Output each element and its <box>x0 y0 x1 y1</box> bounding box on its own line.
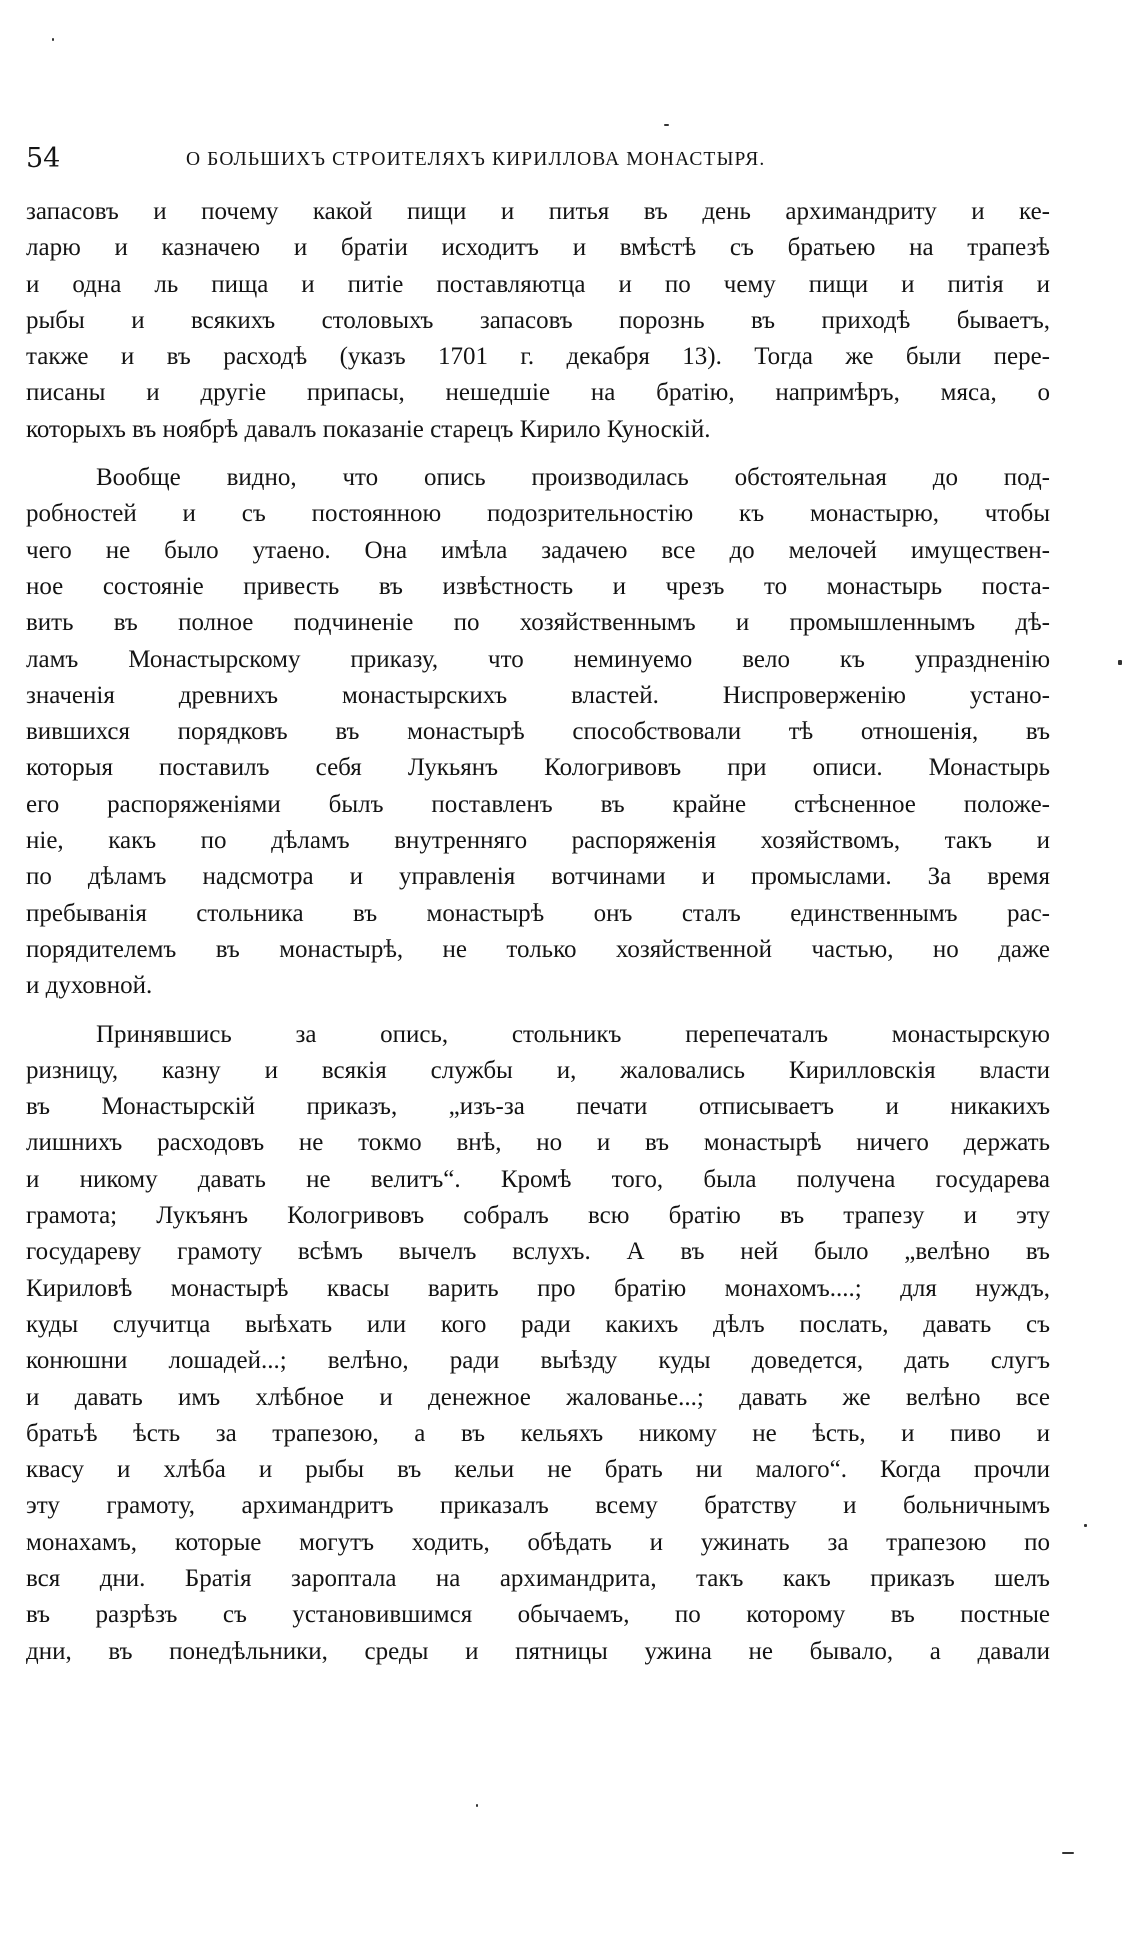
scan-speck <box>1118 660 1122 665</box>
text-line: и духовной. <box>26 972 153 1000</box>
text-line: рыбы и всякихъ столовыхъ запасовъ порознь въ приходѣ бываетъ, <box>26 306 1050 334</box>
text-line: которыхъ въ ноябрѣ давалъ показаніе старецъ Кирило Куноскій. <box>26 415 711 443</box>
text-line: квасу и хлѣба и рыбы въ кельи не брать ни малого“. Когда прочли <box>26 1456 1050 1484</box>
text-line: въ разрѣзъ съ установившимся обычаемъ, по которому въ постные <box>26 1601 1050 1629</box>
text-line: ніе, какъ по дѣламъ внутренняго распоряженія хозяйствомъ, такъ и <box>26 827 1050 855</box>
text-line: чего не было утаено. Она имѣла задачею все до мелочей имуществен- <box>26 536 1050 564</box>
text-line: запасовъ и почему какой пищи и питья въ день архимандриту и ке- <box>26 198 1050 225</box>
text-line: ное состояніе привесть въ извѣстность и чрезъ то монастырь поста- <box>26 572 1050 600</box>
text-line: и давать имъ хлѣбное и денежное жалованье...; давать же велѣно все <box>26 1383 1050 1411</box>
text-line: вить въ полное подчиненіе по хозяйственнымъ и промышленнымъ дѣ- <box>26 609 1050 637</box>
text-line: ламъ Монастырскому приказу, что неминуемо вело къ упраздненію <box>26 645 1050 673</box>
scan-speck <box>1084 1524 1087 1527</box>
text-line: грамота; Лукъянъ Кологривовъ собралъ всю братію въ трапезу и эту <box>26 1202 1050 1230</box>
text-line: конюшни лошадей...; велѣно, ради выѣзду куды доведется, дать слугъ <box>26 1347 1050 1375</box>
page-number: 54 <box>26 143 61 174</box>
text-line: въ Монастырскій приказъ, „изъ-за печати отписываетъ и никакихъ <box>26 1093 1050 1121</box>
text-line: порядителемъ въ монастырѣ, не только хозяйственной частью, но даже <box>26 935 1050 963</box>
text-line: Вообще видно, что опись производилась обстоятельная до под- <box>96 464 1050 492</box>
text-line: дни, въ понедѣльники, среды и пятницы ужина не бывало, а давали <box>26 1637 1050 1665</box>
text-line: которыя поставилъ себя Лукьянъ Кологривовъ при описи. Монастырь <box>26 754 1050 782</box>
text-line: также и въ расходѣ (указъ 1701 г. декабря 13). Тогда же были пере- <box>26 343 1050 371</box>
text-line: пребыванія стольника въ монастырѣ онъ сталъ единственнымъ рас- <box>26 899 1050 927</box>
text-line: писаны и другіе припасы, нешедшіе на братію, напримѣръ, мяса, о <box>26 379 1050 407</box>
text-line: его распоряженіями былъ поставленъ въ крайне стѣсненное положе- <box>26 790 1050 818</box>
text-line: вившихся порядковъ въ монастырѣ способствовали тѣ отношенія, въ <box>26 718 1050 746</box>
text-line: значенія древнихъ монастырскихъ властей. Ниспроверженію устано- <box>26 681 1050 709</box>
scan-speck <box>664 124 669 126</box>
text-line: ларю и казначею и братіи исходитъ и вмѣстѣ съ братьею на трапезѣ <box>26 234 1050 262</box>
text-line: эту грамоту, архимандритъ приказалъ всему братству и больничнымъ <box>26 1492 1050 1520</box>
paragraph <box>26 194 1050 448</box>
paragraph <box>26 460 1050 1004</box>
page-header <box>26 142 1026 176</box>
paragraph <box>26 1017 1050 1670</box>
text-line: робностей и съ постоянною подозрительностію къ монастырю, чтобы <box>26 500 1050 528</box>
text-line: и одна ль пища и питіе поставляютца и по чему пищи и питія и <box>26 270 1050 298</box>
text-line: монахамъ, которые могутъ ходить, обѣдать и ужинать за трапезою по <box>26 1528 1050 1556</box>
text-line: лишнихъ расходовъ не токмо внѣ, но и въ монастырѣ ничего держать <box>26 1129 1050 1157</box>
text-line: Принявшись за опись, стольникъ перепечаталъ монастырскую <box>96 1020 1050 1048</box>
body-text <box>26 194 1050 1670</box>
text-line: ризницу, казну и всякія службы и, жаловались Кирилловскія власти <box>26 1056 1050 1084</box>
text-line: куды случитца выѣхать или кого ради какихъ дѣлъ послать, давать съ <box>26 1310 1050 1338</box>
text-line: братьѣ ѣсть за трапезою, а въ кельяхъ никому не ѣсть, и пиво и <box>26 1419 1050 1447</box>
text-line: и никому давать не велитъ“. Кромѣ того, была получена государева <box>26 1165 1050 1193</box>
scan-speck <box>476 1804 478 1807</box>
scan-speck <box>52 38 54 41</box>
text-line: Кириловѣ монастырѣ квасы варить про братію монахомъ....; для нуждъ, <box>26 1274 1050 1302</box>
text-line: государеву грамоту всѣмъ вычелъ вслухъ. А въ ней было „велѣно въ <box>26 1238 1050 1266</box>
text-line: вся дни. Братія зароптала на архимандрита, такъ какъ приказъ шелъ <box>26 1564 1050 1592</box>
scan-speck <box>1062 1852 1074 1854</box>
running-head: О БОЛЬШИХЪ СТРОИТЕЛЯХЪ КИРИЛЛОВА МОНАСТЫРЯ. <box>186 149 766 170</box>
text-line: по дѣламъ надсмотра и управленія вотчинами и промыслами. За время <box>26 863 1050 891</box>
